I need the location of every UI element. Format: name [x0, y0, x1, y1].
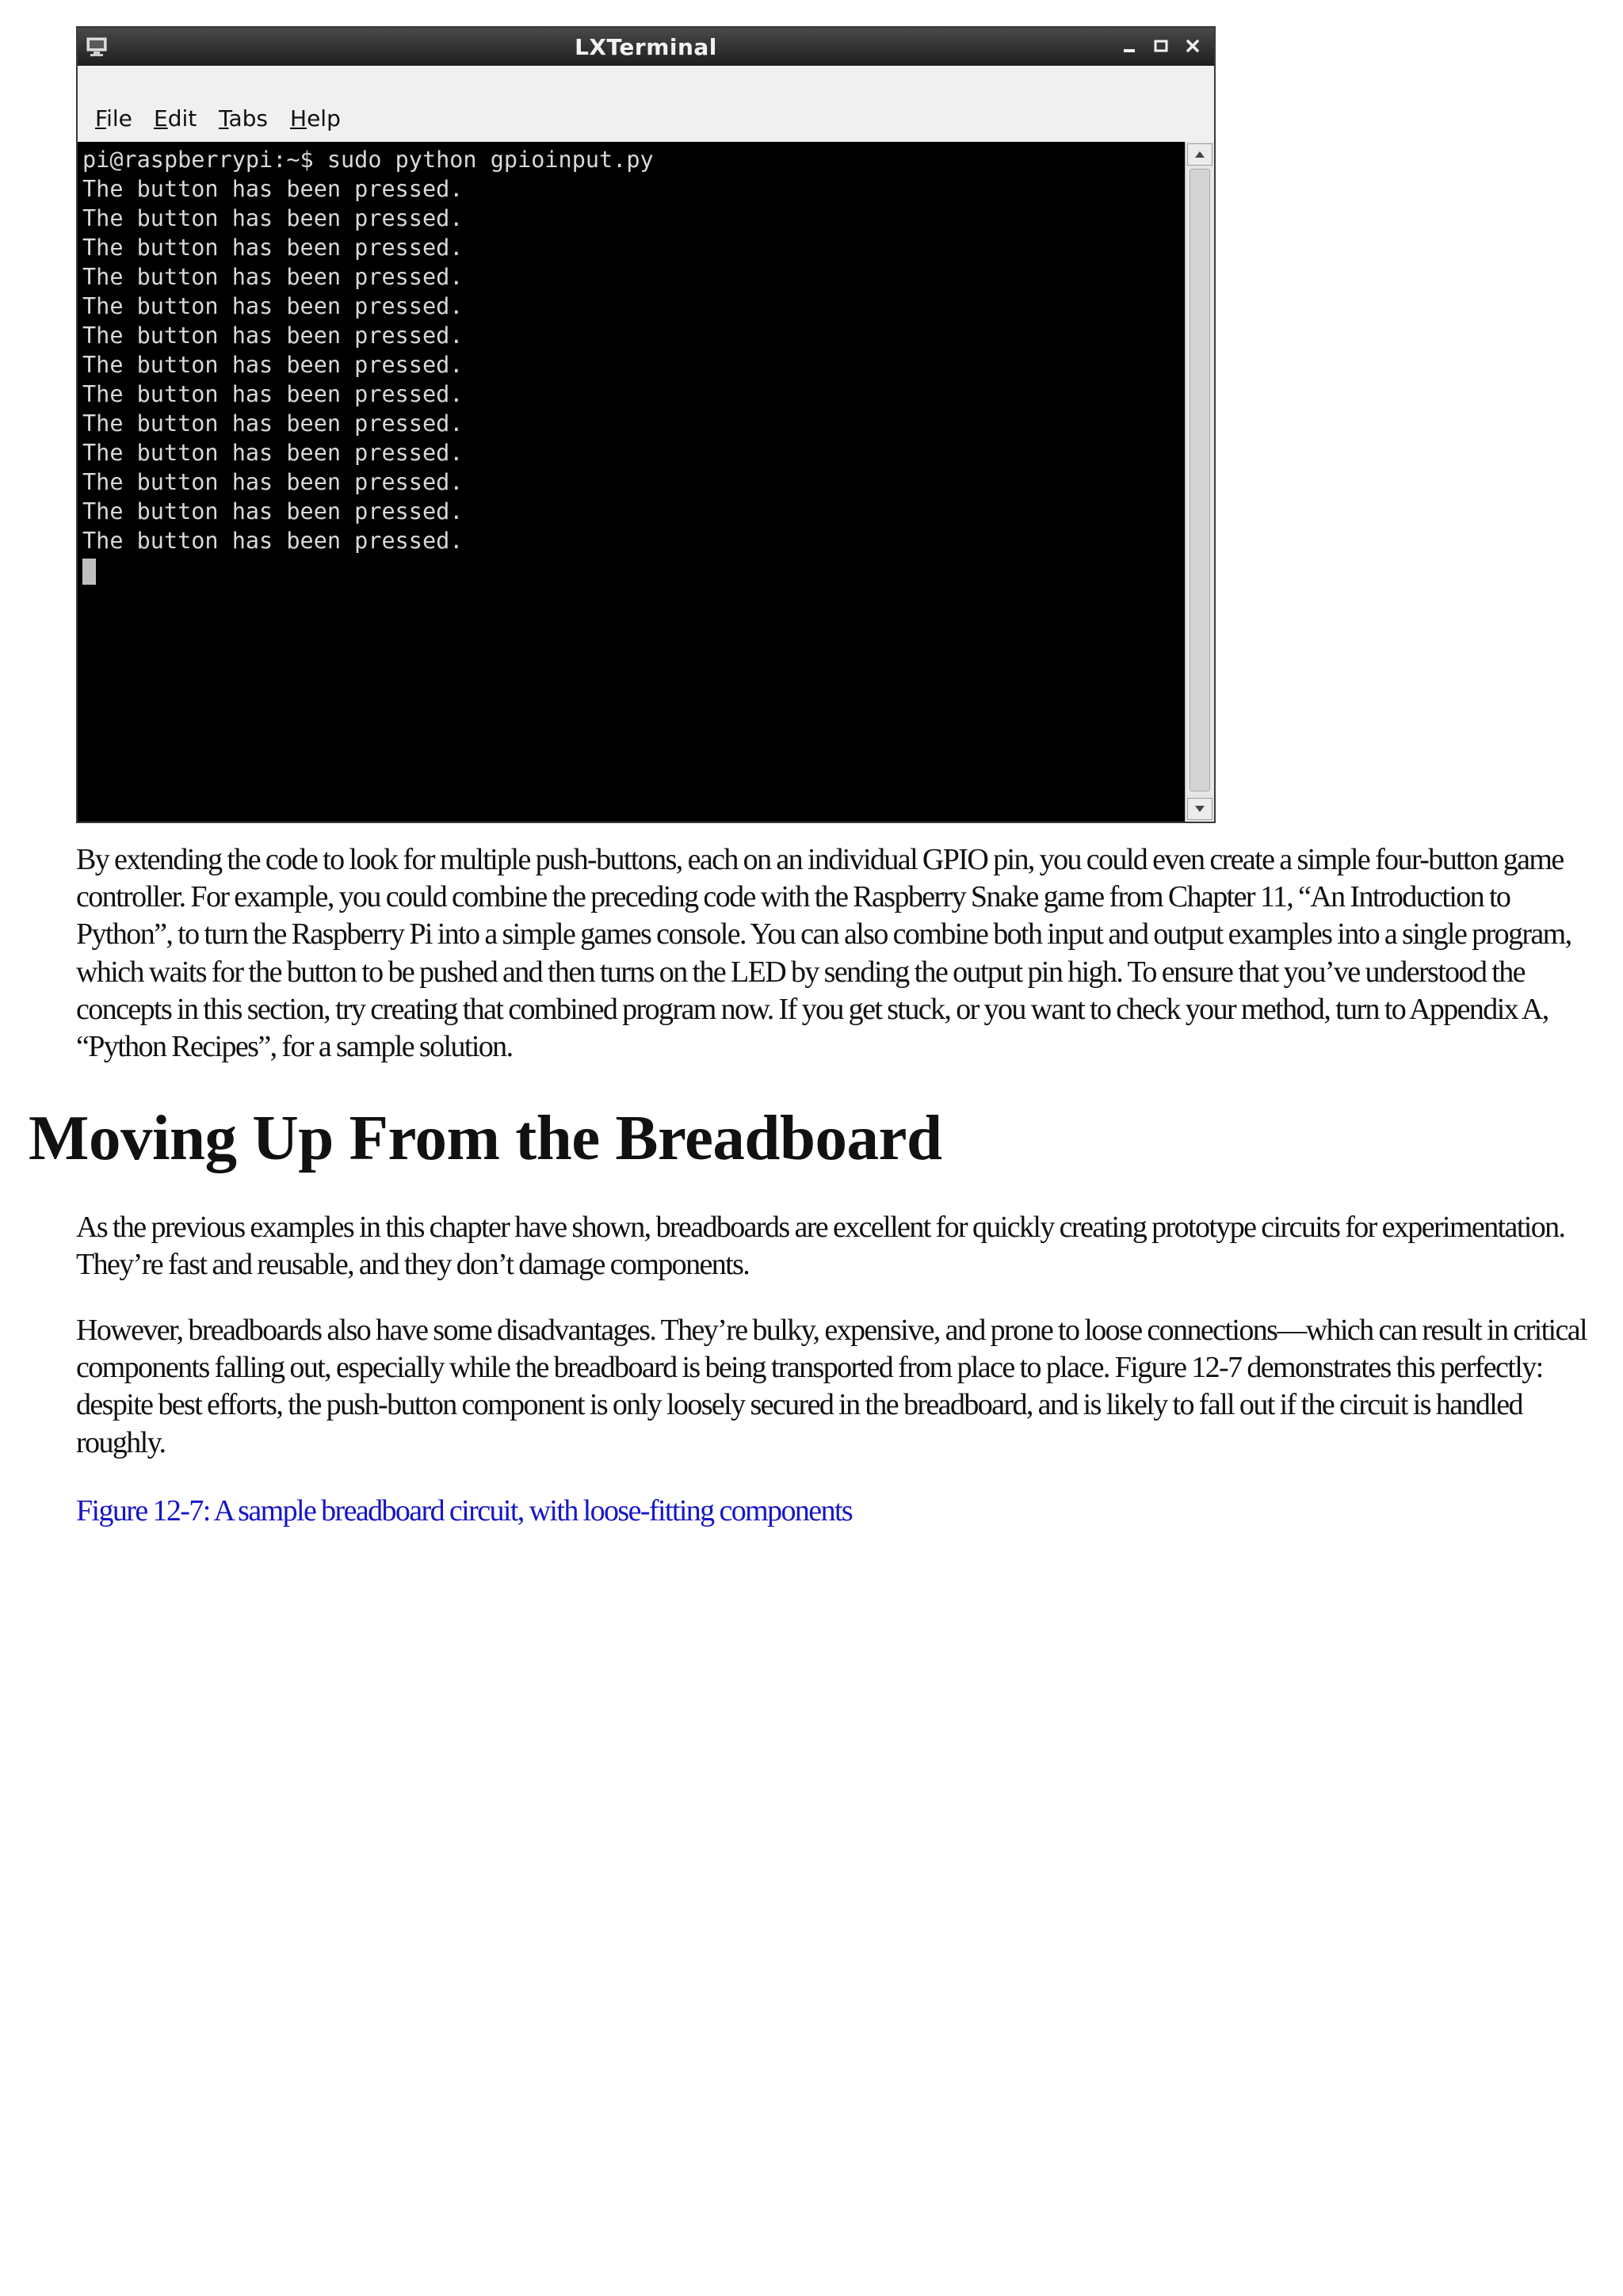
scroll-thumb[interactable] — [1190, 169, 1210, 791]
output-line: The button has been pressed. — [82, 498, 464, 524]
output-line: The button has been pressed. — [82, 235, 464, 261]
output-line: The button has been pressed. — [82, 410, 464, 437]
menu-tabs[interactable]: Tabs — [219, 105, 268, 132]
output-line: The button has been pressed. — [82, 293, 464, 319]
output-line: The button has been pressed. — [82, 469, 464, 495]
menu-bar — [78, 66, 1214, 143]
output-line: The button has been pressed. — [82, 440, 464, 466]
command-line: pi@raspberrypi:~$ sudo python gpioinput.py — [82, 147, 654, 173]
output-line: The button has been pressed. — [82, 176, 464, 202]
minimize-icon[interactable] — [1121, 37, 1138, 55]
section-heading: Moving Up From the Breadboard — [29, 1102, 942, 1173]
vertical-scrollbar[interactable] — [1185, 142, 1214, 822]
output-line: The button has been pressed. — [82, 528, 464, 554]
maximize-icon[interactable] — [1152, 37, 1170, 55]
output-line: The button has been pressed. — [82, 381, 464, 407]
output-line: The button has been pressed. — [82, 205, 464, 231]
menu-help[interactable]: Help — [290, 105, 341, 132]
paragraph-breadboard-advantages: As the previous examples in this chapter have shown, breadboards are excellent for quickly creating prototype circuits for experimentation. They’re fast and reusable, and they don’t damage components. — [76, 1211, 1565, 1282]
output-line: The button has been pressed. — [82, 264, 464, 290]
paragraph-breadboard-disadvantages: However, breadboards also have some disadvantages. They’re bulky, expensive, and prone to loose connections—which can result in critical components falling out, especially while the breadboard is being transported from place to place. Figure 12-7 demonstrates this perfectly: despite best efforts, the push-button component is only loosely secured in the breadboard, and is likely to fall out if the circuit is handled roughly. — [76, 1314, 1587, 1459]
scroll-up-icon[interactable] — [1187, 143, 1212, 166]
scroll-down-icon[interactable] — [1187, 798, 1212, 820]
menu-file[interactable]: File — [95, 105, 132, 132]
close-icon[interactable] — [1184, 37, 1201, 55]
output-line: The button has been pressed. — [82, 322, 464, 349]
window-title: LXTerminal — [575, 34, 717, 60]
output-line: The button has been pressed. — [82, 352, 464, 378]
text-cursor — [82, 559, 96, 585]
menu-edit[interactable]: Edit — [154, 105, 197, 132]
paragraph-game-controller: By extending the code to look for multiple push-buttons, each on an individual GPIO pin, you could even create a simple four-button game controller. For example, you could combine the preceding code with the Raspberry Snake game from Chapter 11, “An Introduction to Python”, to turn the Raspberry Pi into a simple games console. You can also combine both input and output examples into a single program, which waits for the button to be pushed and then turns on the LED by sending the output pin high. To ensure that you’ve understood the concepts in this section, try creating that combined program now. If you get stuck, or you want to check your method, turn to Appendix A, “Python Recipes”, for a sample solution. — [76, 843, 1571, 1064]
terminal-output[interactable] — [78, 142, 1186, 822]
terminal-window — [76, 26, 1216, 823]
figure-caption-link[interactable]: Figure 12-7: A sample breadboard circuit, with loose-fitting components — [76, 1494, 853, 1527]
title-bar — [78, 28, 1214, 66]
